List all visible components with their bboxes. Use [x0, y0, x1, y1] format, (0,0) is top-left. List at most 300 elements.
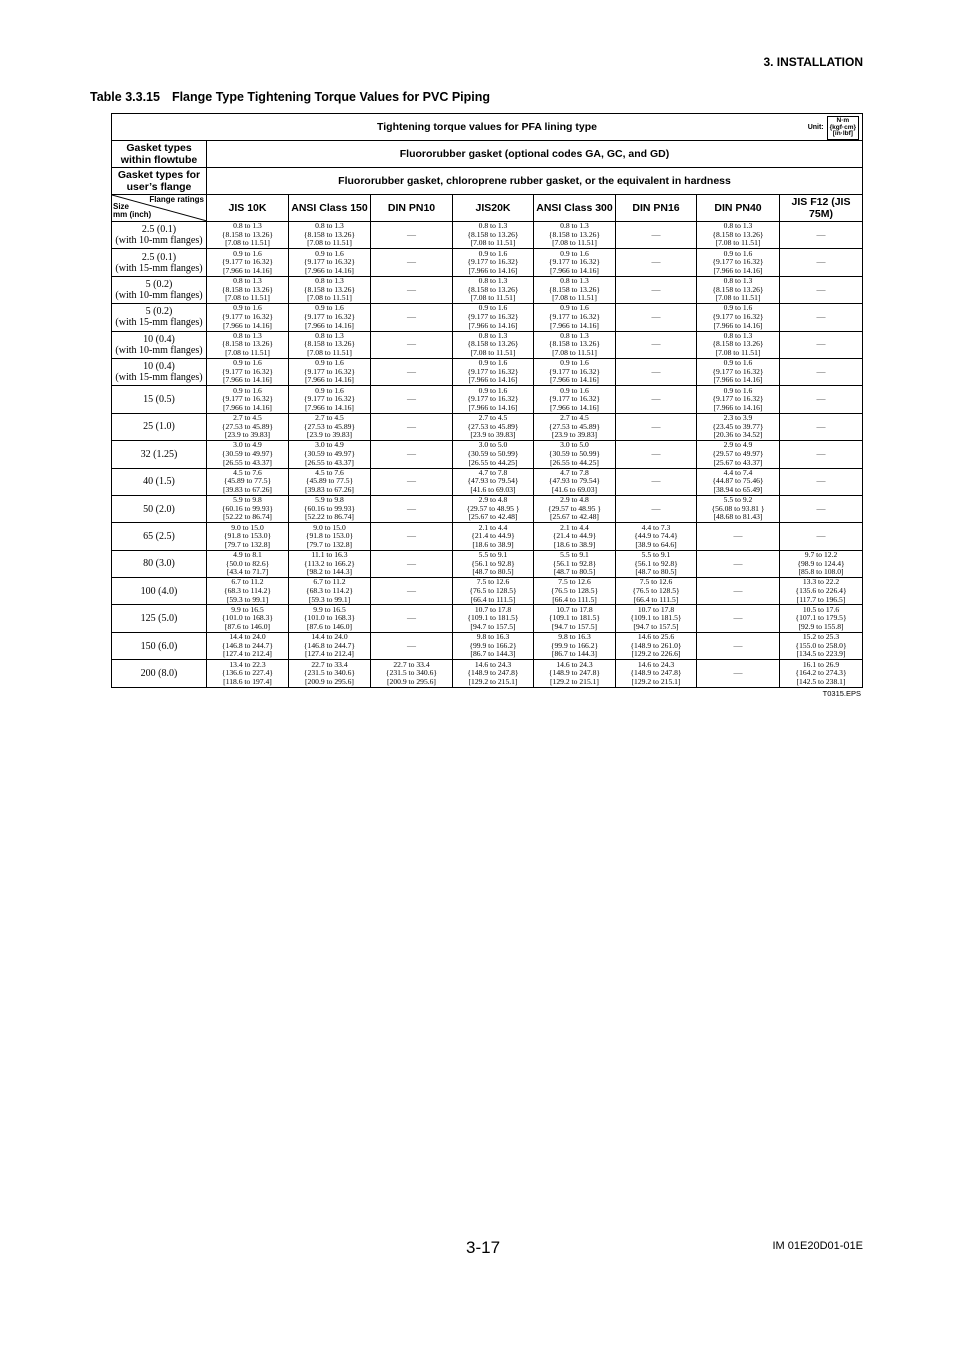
torque-value: [41.6 to 69.03]	[470, 485, 516, 494]
torque-cell	[616, 304, 697, 331]
empty-dash: —	[733, 613, 743, 624]
torque-cell	[697, 578, 780, 605]
empty-dash: —	[651, 476, 661, 487]
torque-cell	[289, 660, 371, 687]
column-header: JIS20K	[453, 195, 534, 222]
torque-value: [7.966 to 14.16]	[550, 265, 599, 275]
torque-value: {60.16 to 99.93}	[221, 503, 274, 513]
torque-cell	[534, 276, 616, 303]
torque-value: 0.8 to 1.3	[233, 330, 262, 340]
torque-value: [66.4 to 111.5]	[552, 594, 597, 604]
torque-value: {155.0 to 258.0}	[795, 640, 847, 650]
torque-value: 7.5 to 12.6	[476, 577, 510, 587]
torque-value: [20.36 to 34.52]	[713, 430, 763, 440]
torque-cell	[780, 495, 863, 522]
torque-value: 5.5 to 9.1	[478, 549, 508, 559]
flange-note: (with 15-mm flanges)	[115, 262, 203, 274]
torque-cell	[534, 222, 616, 249]
flange-note: (with 10-mm flanges)	[115, 344, 203, 356]
torque-value: 2.9 to 4.8	[478, 495, 508, 505]
torque-value: {9.177 to 16.32}	[467, 312, 519, 322]
torque-cell	[534, 249, 616, 276]
torque-value: {47.93 to 79.54}	[467, 476, 519, 486]
empty-dash: —	[733, 640, 743, 651]
torque-value: 15.2 to 25.3	[802, 632, 840, 642]
torque-value: 14.6 to 25.6	[637, 632, 675, 642]
size-value: 65 (2.5)	[143, 530, 175, 542]
table-row	[112, 413, 863, 440]
torque-cell	[697, 331, 780, 358]
torque-value: 9.0 to 15.0	[313, 522, 346, 532]
torque-value: {8.158 to 13.26}	[548, 229, 601, 239]
torque-cell	[616, 331, 697, 358]
torque-cell	[697, 523, 780, 550]
torque-cell	[616, 249, 697, 276]
empty-dash: —	[816, 229, 826, 240]
empty-dash: —	[407, 339, 416, 350]
size-cell	[112, 249, 207, 276]
torque-value: 4.5 to 7.6	[233, 467, 262, 477]
torque-cell	[289, 358, 371, 385]
empty-dash: —	[407, 229, 416, 240]
torque-cell	[371, 523, 453, 550]
size-value: 2.5 (0.1)	[141, 251, 177, 263]
size-value: 5 (0.2)	[145, 278, 173, 290]
gasket-within-value: Fluororubber gasket (optional codes GA, GC, and GD)	[207, 141, 863, 168]
torque-value: {148.9 to 247.8}	[548, 668, 601, 678]
torque-cell	[616, 222, 697, 249]
torque-value: 0.8 to 1.3	[560, 276, 589, 286]
torque-value: {8.158 to 13.26}	[303, 339, 356, 349]
torque-cell	[534, 468, 616, 495]
torque-value: {9.177 to 16.32}	[712, 366, 764, 376]
torque-value: [7.966 to 14.16]	[305, 265, 354, 275]
torque-value: [25.67 to 42.48]	[550, 512, 599, 522]
torque-cell	[780, 249, 863, 276]
torque-table	[111, 113, 863, 688]
torque-value: {9.177 to 16.32}	[303, 312, 356, 322]
torque-cell	[534, 632, 616, 659]
torque-cell	[616, 468, 697, 495]
torque-value: {56.08 to 93.81 }	[711, 503, 765, 513]
empty-dash: —	[651, 339, 661, 350]
torque-value: 14.6 to 24.3	[474, 659, 512, 669]
torque-cell	[289, 495, 371, 522]
torque-cell	[289, 605, 371, 632]
size-value: 2.5 (0.1)	[141, 224, 177, 236]
torque-value: {8.158 to 13.26}	[221, 284, 274, 294]
torque-value: [92.9 to 155.8]	[798, 621, 844, 631]
torque-value: [7.966 to 14.16]	[550, 320, 599, 330]
torque-cell	[453, 578, 534, 605]
torque-cell	[371, 441, 453, 468]
torque-value: [23.9 to 39.83]	[224, 430, 271, 440]
torque-value: 4.5 to 7.6	[315, 467, 344, 477]
empty-dash: —	[816, 339, 826, 350]
torque-cell	[453, 222, 534, 249]
torque-cell	[289, 249, 371, 276]
torque-value: {21.4 to 44.9}	[471, 531, 515, 541]
torque-value: [7.08 to 11.51]	[307, 293, 352, 303]
torque-value: {8.158 to 13.26}	[712, 284, 764, 294]
page-number: 3-17	[466, 1238, 501, 1257]
torque-value: 6.7 to 11.2	[313, 577, 346, 587]
unit-inlbf: [in·lbf]	[832, 130, 853, 137]
torque-value: {56.1 to 92.8}	[552, 558, 597, 568]
torque-value: [7.966 to 14.16]	[305, 375, 354, 385]
torque-value: [52.22 to 86.74]	[305, 512, 354, 522]
torque-value: {44.87 to 75.46}	[712, 476, 764, 486]
torque-value: 7.5 to 12.6	[639, 577, 673, 587]
torque-value: 0.9 to 1.6	[723, 248, 753, 258]
empty-dash: —	[651, 366, 661, 377]
torque-value: {8.158 to 13.26}	[467, 229, 519, 239]
torque-value: [7.08 to 11.51]	[470, 238, 516, 248]
torque-value: [85.8 to 108.0]	[798, 567, 844, 577]
torque-value: {91.8 to 153.0}	[305, 531, 354, 541]
torque-cell	[780, 331, 863, 358]
torque-value: 5.5 to 9.2	[723, 495, 753, 505]
empty-dash: —	[816, 394, 826, 405]
torque-value: [18.6 to 38.9]	[553, 539, 596, 549]
torque-value: {30.59 to 49.97}	[221, 449, 274, 459]
column-header: ANSI Class 300	[534, 195, 616, 222]
table-row	[112, 468, 863, 495]
torque-cell	[453, 605, 534, 632]
torque-value: 6.7 to 11.2	[231, 577, 264, 587]
torque-value: [98.2 to 144.3]	[306, 567, 353, 577]
torque-value: {109.1 to 181.5}	[630, 613, 682, 623]
torque-cell	[371, 331, 453, 358]
torque-value: {8.158 to 13.26}	[712, 229, 764, 239]
flange-note: (with 15-mm flanges)	[115, 372, 203, 384]
torque-value: [26.55 to 44.25]	[550, 457, 599, 467]
torque-value: {9.177 to 16.32}	[303, 257, 356, 267]
torque-value: [48.68 to 81.43]	[713, 512, 763, 522]
torque-value: [7.08 to 11.51]	[715, 238, 761, 248]
torque-cell	[780, 578, 863, 605]
torque-value: {68.3 to 114.2}	[305, 585, 354, 595]
torque-value: 9.9 to 16.5	[313, 604, 346, 614]
torque-value: {98.9 to 124.4}	[797, 558, 845, 568]
torque-cell	[453, 358, 534, 385]
empty-dash: —	[407, 394, 416, 405]
torque-cell	[289, 632, 371, 659]
torque-value: 0.9 to 1.6	[233, 303, 262, 313]
torque-value: [25.67 to 42.48]	[468, 512, 518, 522]
torque-value: [66.4 to 111.5]	[470, 594, 516, 604]
torque-cell	[453, 495, 534, 522]
torque-cell	[697, 495, 780, 522]
torque-value: 22.7 to 33.4	[311, 659, 348, 669]
torque-value: [7.966 to 14.16]	[713, 265, 763, 275]
torque-value: [59.3 to 99.1]	[308, 594, 351, 604]
torque-value: {30.59 to 50.99}	[548, 449, 601, 459]
torque-value: [127.4 to 212.4]	[305, 649, 354, 659]
torque-value: {113.2 to 166.2}	[304, 558, 355, 568]
flange-note: (with 10-mm flanges)	[115, 289, 203, 301]
size-cell	[112, 660, 207, 687]
empty-dash: —	[407, 421, 416, 432]
table-row	[112, 441, 863, 468]
torque-value: {9.177 to 16.32}	[303, 394, 356, 404]
torque-value: 0.9 to 1.6	[315, 385, 344, 395]
empty-dash: —	[816, 257, 826, 268]
torque-value: [200.9 to 295.6]	[387, 676, 436, 686]
torque-value: [127.4 to 212.4]	[223, 649, 272, 659]
column-header: DIN PN10	[371, 195, 453, 222]
size-cell	[112, 276, 207, 303]
torque-value: {8.158 to 13.26}	[467, 284, 519, 294]
torque-cell	[534, 660, 616, 687]
empty-dash: —	[651, 284, 661, 295]
torque-value: {9.177 to 16.32}	[548, 257, 601, 267]
size-cell	[112, 468, 207, 495]
torque-value: [7.08 to 11.51]	[552, 348, 597, 358]
torque-cell	[534, 413, 616, 440]
torque-value: 16.1 to 26.9	[802, 659, 840, 669]
empty-dash: —	[407, 449, 416, 460]
torque-value: [7.966 to 14.16]	[713, 375, 763, 385]
torque-value: {148.9 to 261.0}	[630, 640, 682, 650]
torque-value: 0.9 to 1.6	[723, 303, 753, 313]
torque-cell	[616, 495, 697, 522]
torque-value: [7.08 to 11.51]	[307, 238, 352, 248]
table-title-row	[112, 114, 863, 141]
table-row	[112, 605, 863, 632]
torque-cell	[780, 276, 863, 303]
table-row	[112, 550, 863, 577]
torque-value: {30.59 to 50.99}	[467, 449, 519, 459]
torque-cell	[616, 632, 697, 659]
torque-value: 14.6 to 24.3	[637, 659, 675, 669]
torque-value: {56.1 to 92.8}	[471, 558, 515, 568]
torque-value: 2.9 to 4.9	[723, 440, 753, 450]
torque-value: {56.1 to 92.8}	[634, 558, 678, 568]
torque-value: 0.9 to 1.6	[478, 358, 508, 368]
torque-cell	[289, 386, 371, 413]
torque-cell	[780, 632, 863, 659]
torque-value: {146.8 to 244.7}	[221, 640, 274, 650]
torque-value: 9.9 to 16.5	[231, 604, 264, 614]
torque-cell	[780, 523, 863, 550]
column-header: DIN PN16	[616, 195, 697, 222]
torque-cell	[453, 632, 534, 659]
torque-value: {44.9 to 74.4}	[634, 531, 678, 541]
empty-dash: —	[816, 449, 826, 460]
unit-kgfcm: {kgf·cm}	[829, 123, 857, 131]
torque-value: {8.158 to 13.26}	[221, 339, 274, 349]
torque-value: [23.9 to 39.83]	[306, 430, 353, 440]
torque-value: {8.158 to 13.26}	[221, 229, 274, 239]
size-cell	[112, 495, 207, 522]
torque-value: [117.7 to 196.5]	[796, 594, 846, 604]
column-header: DIN PN40	[697, 195, 780, 222]
size-cell	[112, 632, 207, 659]
torque-value: [118.6 to 197.4]	[223, 676, 272, 686]
torque-cell	[371, 660, 453, 687]
torque-value: {101.0 to 168.3}	[221, 613, 274, 623]
torque-cell	[453, 468, 534, 495]
size-cell	[112, 331, 207, 358]
torque-value: 10.5 to 17.6	[802, 604, 840, 614]
size-value: 100 (4.0)	[140, 585, 178, 597]
size-cell	[112, 413, 207, 440]
torque-value: {45.89 to 77.5}	[305, 476, 354, 486]
empty-dash: —	[733, 668, 743, 679]
torque-value: 0.9 to 1.6	[478, 385, 508, 395]
torque-cell	[289, 578, 371, 605]
torque-value: {231.5 to 340.6}	[385, 668, 438, 678]
torque-value: [7.966 to 14.16]	[468, 402, 518, 412]
torque-value: {91.8 to 153.0}	[223, 531, 272, 541]
empty-dash: —	[651, 421, 661, 432]
size-value: 10 (0.4)	[143, 333, 175, 345]
torque-value: [7.08 to 11.51]	[307, 348, 352, 358]
torque-cell	[780, 304, 863, 331]
torque-value: [94.7 to 157.5]	[470, 621, 516, 631]
torque-value: [52.22 to 86.74]	[223, 512, 272, 522]
torque-value: 0.8 to 1.3	[315, 276, 344, 286]
torque-value: 0.9 to 1.6	[723, 385, 753, 395]
torque-value: 4.7 to 7.8	[560, 467, 589, 477]
torque-value: [94.7 to 157.5]	[551, 621, 598, 631]
table-row	[112, 632, 863, 659]
empty-dash: —	[407, 503, 416, 514]
size-cell	[112, 304, 207, 331]
torque-cell	[453, 660, 534, 687]
torque-cell	[616, 413, 697, 440]
torque-value: {60.16 to 99.93}	[303, 503, 356, 513]
size-value: 50 (2.0)	[143, 503, 175, 515]
torque-value: [7.966 to 14.16]	[468, 320, 518, 330]
empty-dash: —	[407, 585, 416, 596]
column-header: ANSI Class 150	[289, 195, 371, 222]
torque-value: [86.7 to 144.3]	[551, 649, 598, 659]
torque-cell	[616, 441, 697, 468]
torque-value: {9.177 to 16.32}	[221, 366, 274, 376]
torque-value: 0.9 to 1.6	[560, 358, 589, 368]
torque-value: 0.8 to 1.3	[315, 330, 344, 340]
torque-value: [7.08 to 11.51]	[225, 348, 270, 358]
torque-value: 0.8 to 1.3	[478, 276, 508, 286]
torque-value: {50.0 to 82.6}	[225, 558, 270, 568]
torque-cell	[534, 495, 616, 522]
torque-value: [7.08 to 11.51]	[715, 293, 761, 303]
empty-dash: —	[407, 613, 416, 624]
torque-value: {9.177 to 16.32}	[221, 257, 274, 267]
torque-value: [7.08 to 11.51]	[552, 238, 597, 248]
table-row	[112, 495, 863, 522]
table-row	[112, 222, 863, 249]
torque-value: 0.9 to 1.6	[560, 248, 589, 258]
torque-value: 0.9 to 1.6	[478, 303, 508, 313]
torque-value: [7.966 to 14.16]	[713, 320, 763, 330]
torque-value: {9.177 to 16.32}	[467, 257, 519, 267]
torque-value: 9.0 to 15.0	[231, 522, 264, 532]
torque-value: {29.57 to 48.95 }	[547, 503, 602, 513]
size-value: 15 (0.5)	[143, 394, 175, 406]
torque-value: 0.8 to 1.3	[478, 330, 508, 340]
torque-value: {76.5 to 128.5}	[550, 585, 599, 595]
torque-value: [129.2 to 226.6]	[631, 649, 681, 659]
torque-cell	[371, 550, 453, 577]
empty-dash: —	[733, 531, 743, 542]
torque-value: 0.8 to 1.3	[560, 330, 589, 340]
torque-value: {109.1 to 181.5}	[548, 613, 601, 623]
column-header: JIS F12 (JIS 75M)	[780, 195, 863, 222]
torque-value: 0.9 to 1.6	[315, 358, 344, 368]
torque-value: 3.0 to 5.0	[478, 440, 508, 450]
table-row	[112, 304, 863, 331]
torque-value: 0.8 to 1.3	[723, 276, 753, 286]
size-value: 150 (6.0)	[140, 640, 178, 652]
empty-dash: —	[816, 366, 826, 377]
torque-value: {9.177 to 16.32}	[221, 312, 274, 322]
torque-value: {27.53 to 45.89}	[221, 421, 274, 431]
torque-cell	[534, 523, 616, 550]
torque-cell	[534, 605, 616, 632]
torque-cell	[371, 358, 453, 385]
size-cell	[112, 358, 207, 385]
torque-value: 0.9 to 1.6	[315, 303, 344, 313]
torque-cell	[371, 413, 453, 440]
torque-value: 2.7 to 4.5	[315, 413, 344, 423]
torque-cell	[289, 276, 371, 303]
torque-value: [7.966 to 14.16]	[223, 265, 272, 275]
torque-cell	[289, 331, 371, 358]
torque-cell	[207, 468, 289, 495]
torque-cell	[697, 386, 780, 413]
torque-cell	[207, 441, 289, 468]
section-header: 3. INSTALLATION	[763, 55, 863, 69]
torque-value: 2.9 to 4.8	[560, 495, 589, 505]
torque-cell	[697, 550, 780, 577]
gasket-user-value: Fluororubber gasket, chloroprene rubber gasket, or the equivalent in hardness	[207, 168, 863, 195]
torque-value: {8.158 to 13.26}	[548, 339, 601, 349]
size-value: 125 (5.0)	[140, 613, 178, 625]
torque-value: 0.9 to 1.6	[233, 358, 262, 368]
torque-value: {8.158 to 13.26}	[712, 339, 764, 349]
torque-value: [48.7 to 80.5]	[472, 567, 514, 577]
torque-value: {27.53 to 45.89}	[548, 421, 601, 431]
torque-cell	[371, 605, 453, 632]
table-row	[112, 578, 863, 605]
torque-cell	[616, 358, 697, 385]
empty-dash: —	[651, 394, 661, 405]
empty-dash: —	[816, 531, 826, 542]
torque-cell	[780, 605, 863, 632]
size-value: 32 (1.25)	[140, 448, 178, 460]
torque-cell	[697, 413, 780, 440]
torque-value: 2.7 to 4.5	[560, 413, 589, 423]
torque-value: [25.67 to 43.37]	[713, 457, 763, 467]
torque-value: {8.158 to 13.26}	[467, 339, 519, 349]
table-row	[112, 331, 863, 358]
torque-value: 4.4 to 7.4	[723, 467, 753, 477]
torque-value: [23.9 to 39.83]	[470, 430, 516, 440]
size-cell	[112, 386, 207, 413]
torque-cell	[534, 578, 616, 605]
unit-nm: N·m	[836, 117, 850, 124]
torque-value: {109.1 to 181.5}	[467, 613, 519, 623]
torque-value: 13.4 to 22.3	[229, 659, 266, 669]
torque-cell	[534, 304, 616, 331]
torque-value: 2.1 to 4.4	[560, 522, 589, 532]
table-caption	[90, 90, 490, 104]
torque-cell	[534, 441, 616, 468]
torque-value: [7.08 to 11.51]	[552, 293, 597, 303]
